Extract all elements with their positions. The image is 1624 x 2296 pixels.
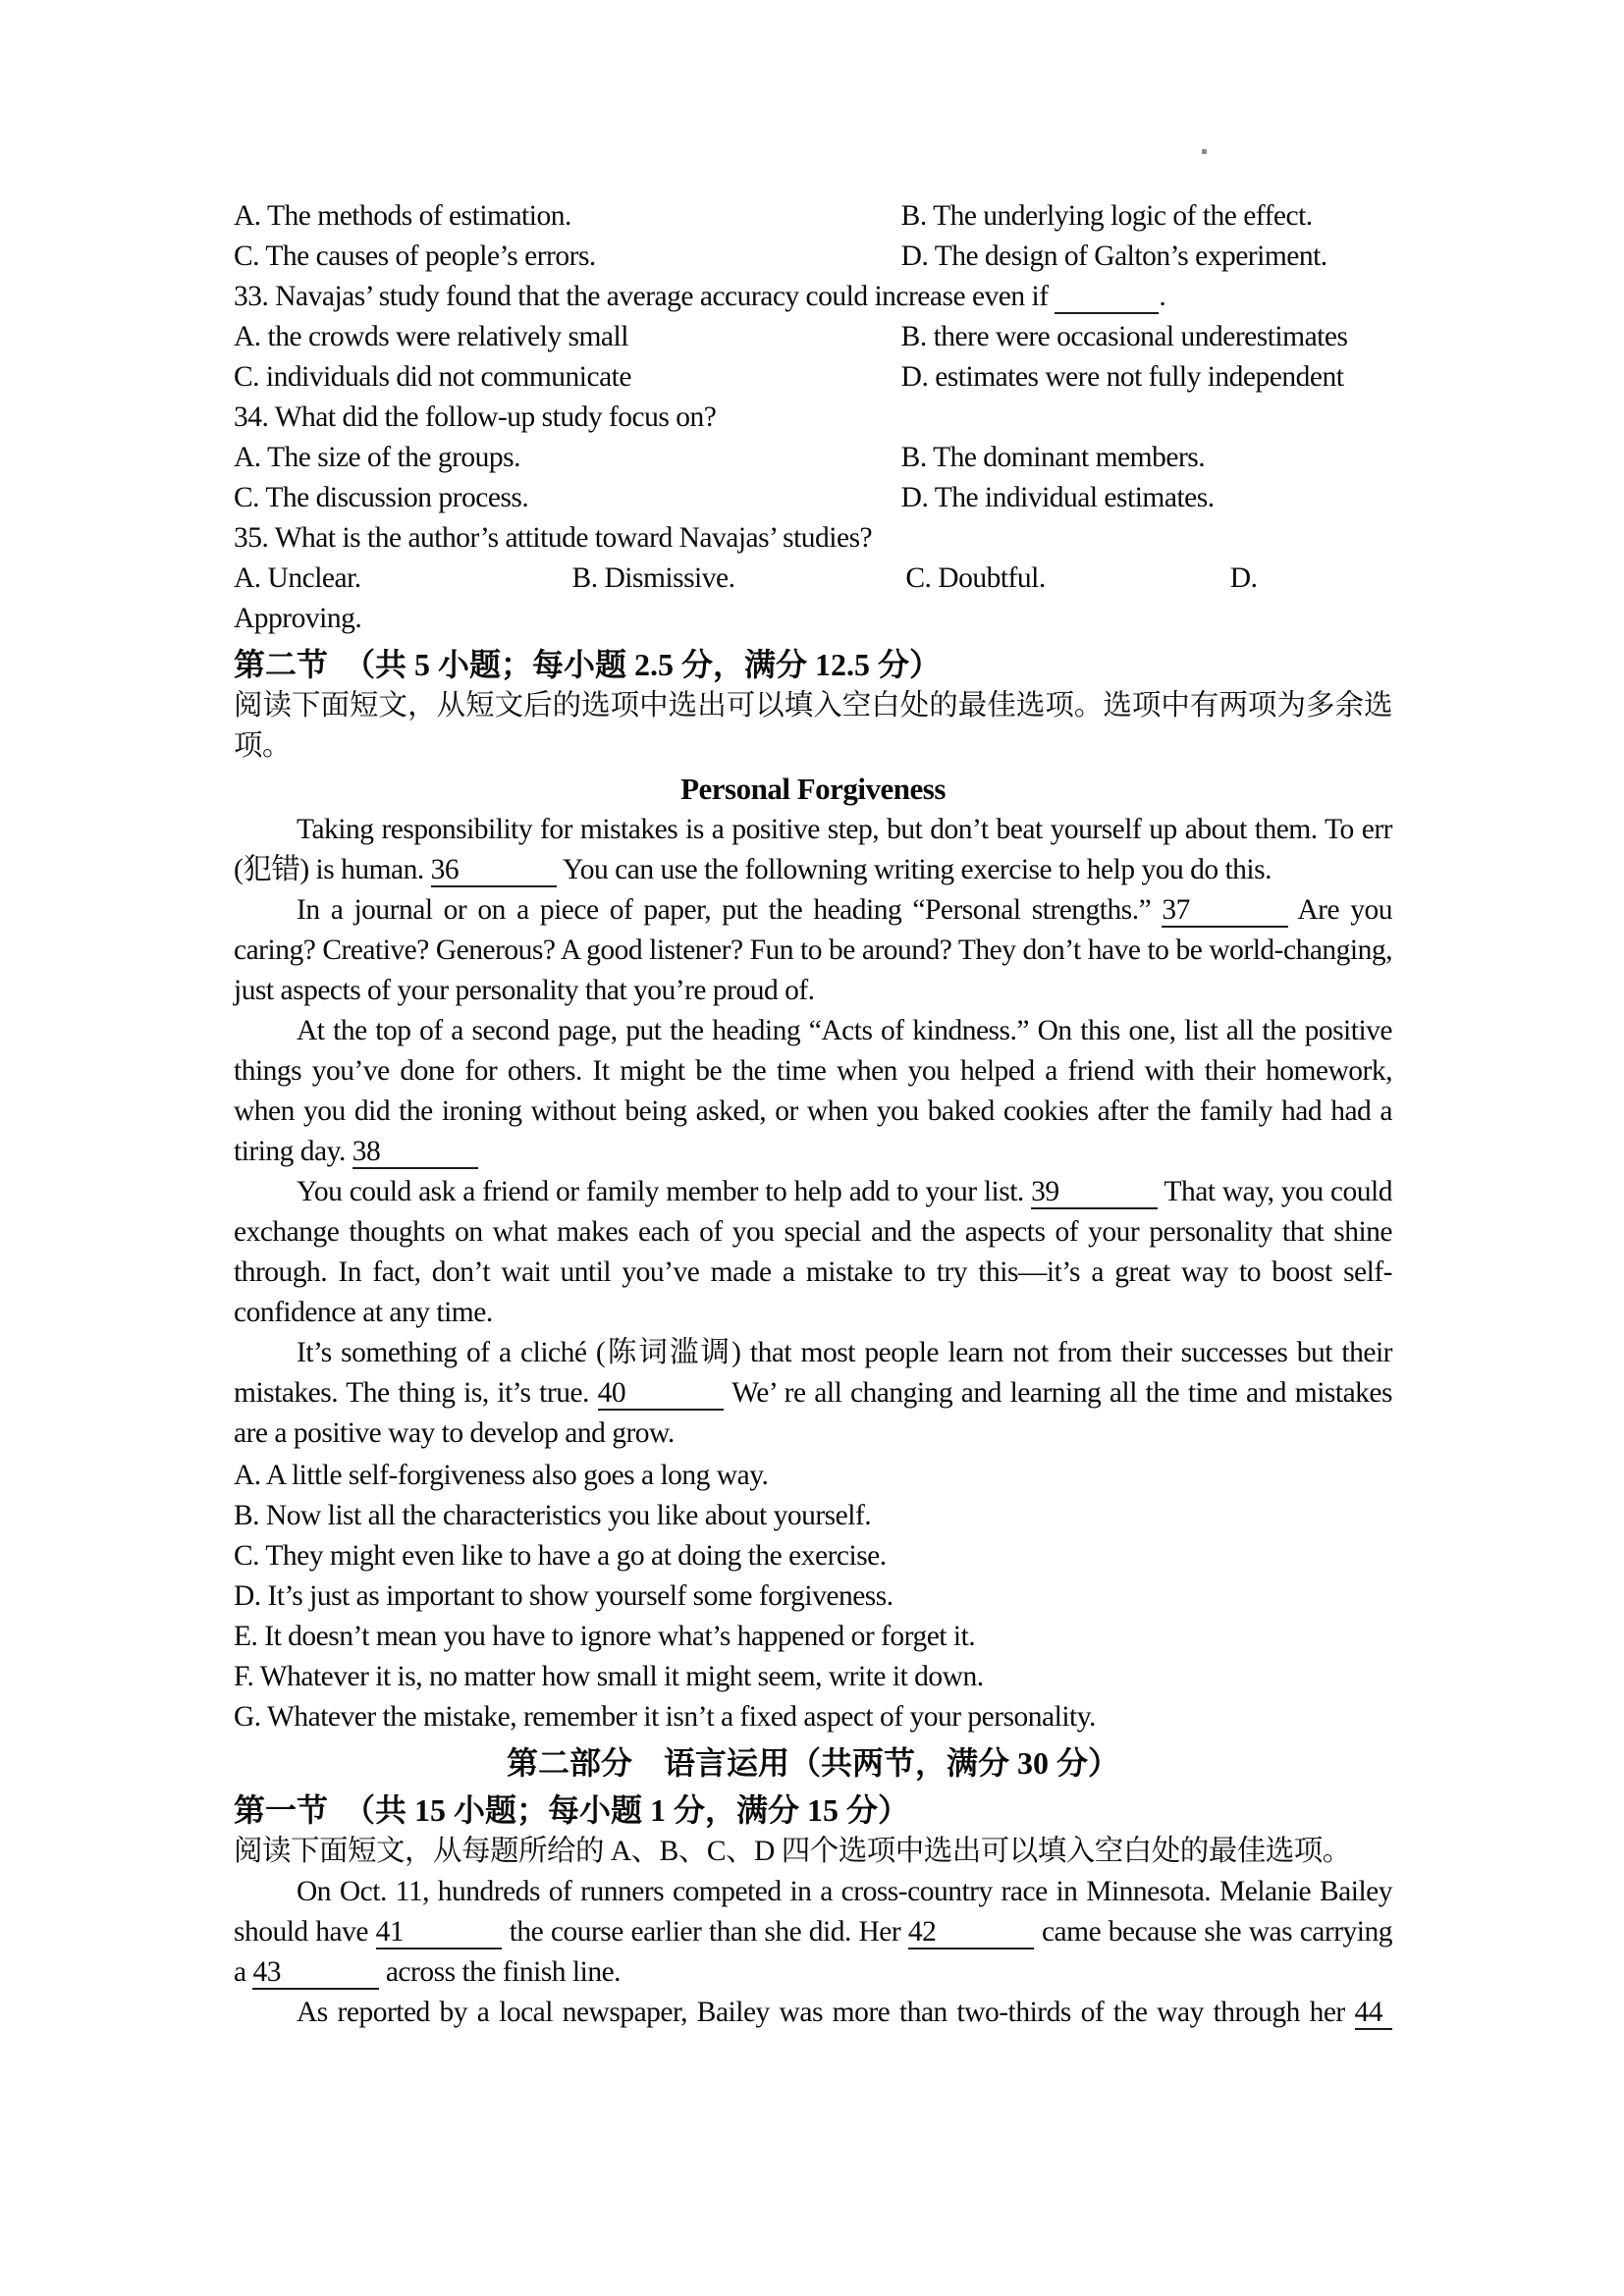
q33-option-a: A. the crowds were relatively small (234, 321, 628, 352)
q32-option-d: D. The design of Galton’s experiment. (900, 240, 1327, 272)
gap-option-e: E. It doesn’t mean you have to ignore what’s happened or forget it. (234, 1621, 976, 1652)
q34-option-c: C. The discussion process. (234, 482, 529, 513)
section2-instructions-line1: 阅读下面短文，从短文后的选项中选出可以填入空白处的最佳选项。选项中有两项为多余选 (234, 690, 1392, 721)
q33-options-row-2 (234, 357, 1392, 398)
gap-option-g: G. Whatever the mistake, remember it isn’t a fixed aspect of your personality. (234, 1701, 1096, 1733)
q34-stem: 34. What did the follow-up study focus on? (234, 401, 717, 433)
blank-37: 37 (1162, 894, 1288, 928)
passage-paragraph-4: You could ask a friend or family member to help add to your list. 39 That way, you could exchange thoughts on what makes each of you special and the aspects of your personality that shine through. In fact, don’t wait until you’ve made a mistake to try this—it’s a great way to boost self-confidence at any time. (234, 1176, 1392, 1328)
part2-section1-heading: 第一节 （共 15 小题；每小题 1 分，满分 15 分） (234, 1792, 910, 1828)
q33-options-row-1 (234, 317, 1392, 357)
q32-option-b: B. The underlying logic of the effect. (900, 200, 1313, 232)
q33-option-c: C. individuals did not communicate (234, 361, 631, 393)
blank-38: 38 (352, 1136, 479, 1169)
q34-option-d: D. The individual estimates. (900, 482, 1215, 513)
q34-option-a: A. The size of the groups. (234, 442, 521, 473)
q35-option-d: D. (1229, 562, 1258, 594)
blank-44: 44 (1355, 1997, 1393, 2030)
part2-heading: 第二部分 语言运用（共两节，满分 30 分） (506, 1745, 1119, 1781)
gap-option-b: B. Now list all the characteristics you like about yourself. (234, 1500, 872, 1531)
blank-41: 41 (376, 1916, 503, 1949)
q35-option-b: B. Dismissive. (571, 562, 735, 594)
q34-options-row-1 (234, 438, 1392, 478)
q35-option-a: A. Unclear. (234, 562, 361, 594)
q35-option-d-overflow: Approving. (234, 603, 362, 634)
q32-option-a: A. The methods of estimation. (234, 200, 571, 232)
q35-option-c: C. Doubtful. (905, 562, 1046, 594)
blank-39: 39 (1031, 1176, 1158, 1209)
stray-scan-mark (1202, 149, 1207, 154)
section2-instructions-line2: 项。 (234, 730, 292, 762)
section2-heading: 第二节 （共 5 小题；每小题 2.5 分，满分 12.5 分） (234, 647, 942, 682)
passage-title: Personal Forgiveness (680, 772, 946, 806)
blank-42: 42 (908, 1916, 1035, 1949)
q32-options-row-1 (234, 196, 1392, 237)
part2-instructions: 阅读下面短文，从每题所给的 A、B、C、D 四个选项中选出可以填入空白处的最佳选项。 (234, 1836, 1351, 1867)
q34-options-row-2 (234, 478, 1392, 518)
gap-option-f: F. Whatever it is, no matter how small it might seem, write it down. (234, 1661, 984, 1692)
q35-stem: 35. What is the author’s attitude toward Navajas’ studies? (234, 522, 873, 554)
q34-option-b: B. The dominant members. (900, 442, 1206, 473)
cloze-paragraph-2: As reported by a local newspaper, Bailey was more than two-thirds of the way through her 44 (234, 1993, 1392, 2033)
gap-option-d: D. It’s just as important to show yourself some forgiveness. (234, 1580, 893, 1612)
q35-options-row (234, 559, 1392, 599)
gap-option-c: C. They might even like to have a go at doing the exercise. (234, 1540, 887, 1572)
blank-43: 43 (252, 1956, 379, 1990)
gap-option-a: A. A little self-forgiveness also goes a long way. (234, 1460, 769, 1491)
q32-option-c: C. The causes of people’s errors. (234, 240, 596, 272)
gap-fill-options (234, 1456, 1392, 1737)
blank-36: 36 (431, 854, 558, 887)
blank-40: 40 (598, 1377, 725, 1411)
passage-paragraph-1: Taking responsibility for mistakes is a positive step, but don’t beat yourself up about them. To err (犯错) is human. 36 You can use the followning writing exercise to help you do this. (234, 814, 1392, 885)
q32-options-row-2 (234, 237, 1392, 277)
passage-paragraph-5: It’s something of a cliché (陈词滥调) that most people learn not from their successes but their mistakes. The thing is, it’s true. 40 We’ re all changing and learning all the time and mistakes are a positive way to develop and grow. (234, 1337, 1392, 1449)
page-content (234, 196, 1392, 2033)
cloze-paragraph-1: On Oct. 11, hundreds of runners competed in a cross-country race in Minnesota. Melanie Bailey should have 41 the course earlier than she did. Her 42 came because she was carrying a 43 across the finish line. (234, 1876, 1392, 1988)
passage-paragraph-3: At the top of a second page, put the heading “Acts of kindness.” On this one, list all the positive things you’ve done for others. It might be the time when you helped a friend with their homework, when you did the ironing without being asked, or when you baked cookies after the family had had a tiring day. 38 (234, 1015, 1392, 1167)
passage-paragraph-2: In a journal or on a piece of paper, put the heading “Personal strengths.” 37 Are you caring? Creative? Generous? A good listener? Fun to be around? They don’t have to be world-changing, just aspects of your personality that you’re proud of. (234, 894, 1392, 1006)
blank-unnumbered (1055, 281, 1159, 314)
q33-option-d: D. estimates were not fully independent (900, 361, 1344, 393)
q33-stem: 33. Navajas’ study found that the average accuracy could increase even if . (234, 281, 1166, 312)
q33-option-b: B. there were occasional underestimates (900, 321, 1348, 352)
